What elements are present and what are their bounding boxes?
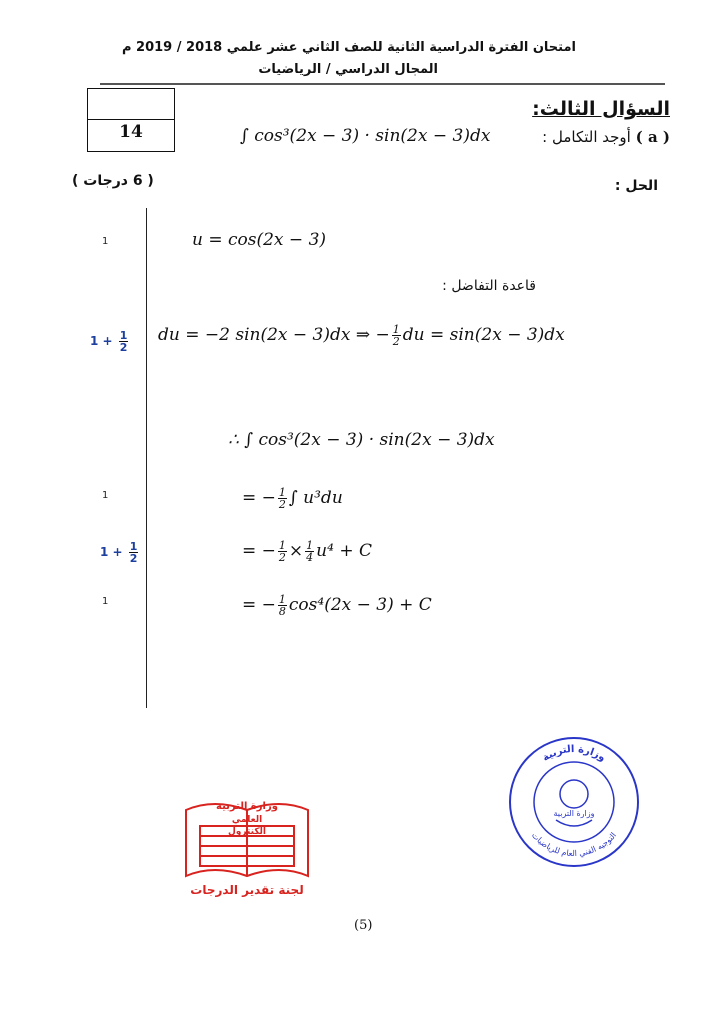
stamp-outer-ring xyxy=(510,738,638,866)
question-instruction-text: أوجد التكامل : xyxy=(542,128,631,146)
exam-header-title: امتحان الفترة الدراسية الثانية للصف الثاني عشر علمي 2018 / 2019 م xyxy=(121,40,576,55)
stamp-emblem-icon xyxy=(560,780,588,808)
step3-line xyxy=(242,594,432,617)
page-number: (5) xyxy=(354,918,373,933)
derivative-frac-num: 1 xyxy=(392,323,400,336)
grade-mark-2-num: 1 xyxy=(119,329,128,342)
stamp-left-top: وزارة التربية xyxy=(216,801,278,812)
grade-mark-2-prefix: 1 + xyxy=(90,334,113,348)
header-divider xyxy=(100,83,665,85)
derivative-line xyxy=(158,324,565,347)
grade-mark-3: 1 xyxy=(102,490,109,501)
step1-prefix: = − xyxy=(242,488,276,508)
stamp-left-line3: الكنترول xyxy=(227,827,267,837)
grade-mark-2-fraction xyxy=(119,330,129,353)
substitution-line: u = cos(2x − 3) xyxy=(192,230,327,250)
exam-header-subject: المجال الدراسي / الرياضيات xyxy=(258,62,438,77)
question-integral: ∫ cos³(2x − 3) · sin(2x − 3)dx xyxy=(240,126,491,146)
step2-times: × xyxy=(288,541,304,561)
grade-mark-1: 1 xyxy=(102,236,109,247)
derivative-right: du = sin(2x − 3)dx xyxy=(402,325,565,345)
stamp-right-bottom: التوجيه الفني العام للرياضيات xyxy=(529,830,619,859)
step1-suffix: ∫ u³du xyxy=(288,488,343,508)
stamp-left-bottom: لجنة تقدير الدرجات xyxy=(190,883,304,897)
math-supervision-stamp xyxy=(504,732,644,872)
solution-label: الحل : xyxy=(614,178,658,194)
step1-fraction xyxy=(278,487,287,510)
step2-frac-a-num: 1 xyxy=(278,539,286,552)
step2-frac-b-num: 1 xyxy=(306,539,314,552)
derivative-frac-den: 2 xyxy=(392,335,400,348)
score-box xyxy=(87,88,175,152)
grade-mark-2 xyxy=(90,330,130,353)
step2-suffix: u⁴ + C xyxy=(316,541,372,561)
step3-prefix: = − xyxy=(242,595,276,615)
grade-mark-5: 1 xyxy=(102,596,109,607)
stamp-right-inner: وزارة التربية xyxy=(553,809,595,818)
step1-frac-num: 1 xyxy=(278,486,286,499)
step2-frac-a-den: 2 xyxy=(278,551,286,564)
score-box-divider xyxy=(88,119,174,120)
step3-frac-den: 8 xyxy=(278,605,286,618)
stamp-right-top: وزارة التربية xyxy=(540,743,608,764)
step2-prefix: = − xyxy=(242,541,276,561)
question-marks: ( 6 درجات ) xyxy=(72,173,154,189)
step2-fraction-a xyxy=(278,540,287,563)
step3-suffix: cos⁴(2x − 3) + C xyxy=(288,595,432,615)
step3-fraction xyxy=(278,594,287,617)
stamp-left-line2: العلمي xyxy=(231,815,263,825)
margin-line xyxy=(146,208,147,708)
grading-committee-stamp xyxy=(178,796,316,900)
grade-mark-4-den: 2 xyxy=(129,552,138,565)
step2-frac-b-den: 4 xyxy=(306,551,314,564)
grade-mark-2-den: 2 xyxy=(119,341,128,354)
therefore-integral-line: ∴ ∫ cos³(2x − 3) · sin(2x − 3)dx xyxy=(228,430,495,450)
grade-mark-4-fraction xyxy=(129,541,139,564)
question-title: السؤال الثالث: xyxy=(532,98,670,120)
step3-frac-num: 1 xyxy=(278,593,286,606)
step1-line xyxy=(242,487,343,510)
step2-fraction-b xyxy=(305,540,314,563)
stamp-inner-ring xyxy=(534,762,614,842)
step1-frac-den: 2 xyxy=(278,498,286,511)
question-part-label: ( a ) xyxy=(635,128,670,146)
rule-label: قاعدة التفاضل : xyxy=(442,278,536,294)
grade-mark-4 xyxy=(100,541,140,564)
question-instruction xyxy=(542,128,670,146)
score-value: 14 xyxy=(119,122,143,142)
derivative-fraction xyxy=(392,324,401,347)
grade-mark-4-prefix: 1 + xyxy=(100,545,123,559)
grade-mark-4-num: 1 xyxy=(129,540,138,553)
derivative-left: du = −2 sin(2x − 3)dx ⇒ − xyxy=(158,325,390,345)
step2-line xyxy=(242,540,372,563)
